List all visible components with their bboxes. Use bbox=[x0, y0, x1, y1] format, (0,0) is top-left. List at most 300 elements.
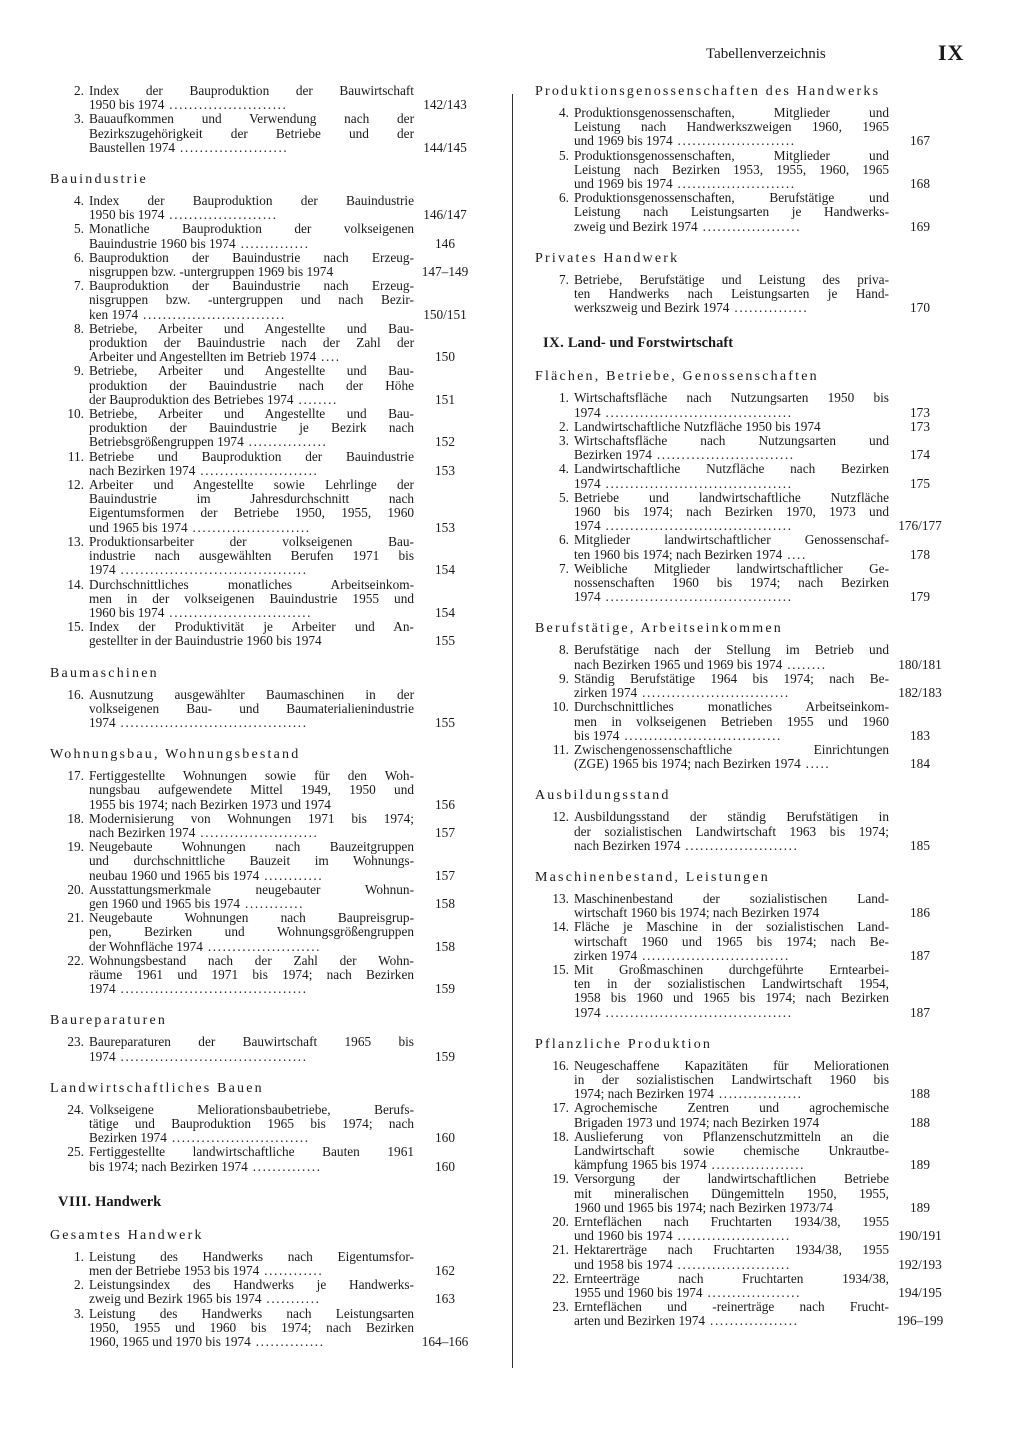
toc-entry[interactable] bbox=[48, 450, 476, 478]
toc-entry[interactable] bbox=[533, 562, 951, 605]
chapter-heading bbox=[543, 335, 951, 352]
entry-title bbox=[574, 672, 889, 700]
section-heading: Baureparaturen bbox=[50, 1013, 168, 1029]
toc-entry[interactable] bbox=[533, 963, 951, 1020]
entry-title bbox=[574, 1300, 889, 1328]
toc-entry[interactable] bbox=[533, 462, 951, 490]
entry-line: Brigaden 1973 und 1974; nach Bezirken 1974 bbox=[574, 1115, 820, 1130]
entry-title bbox=[89, 954, 414, 997]
leader-dots: .................... bbox=[697, 219, 802, 234]
leader-dots: ............ bbox=[259, 1264, 324, 1278]
entry-page-number: 192/193 bbox=[898, 1256, 942, 1272]
toc-entry[interactable] bbox=[48, 194, 476, 222]
leader-dots: ............ bbox=[240, 896, 305, 911]
leader-dots: ........................ bbox=[164, 98, 288, 113]
entry-number: 24. bbox=[67, 1101, 84, 1117]
entry-title bbox=[574, 434, 889, 462]
entry-number: 3. bbox=[74, 111, 84, 127]
leader-dots: ........ bbox=[293, 392, 338, 407]
entry-line: Leistung nach Handwerkszweigen 1960, 1965 bbox=[574, 120, 889, 135]
entry-line: und durchschnittliche Bauzeit im Wohnungs- bbox=[89, 854, 414, 869]
entry-line: gestellter in der Bauindustrie 1960 bis 1974 bbox=[89, 634, 322, 649]
entry-line: Neugebaute Wohnungen nach Bauzeitgruppen bbox=[89, 840, 414, 855]
entry-line: Mitglieder landwirtschaftlicher Genossenschaf- bbox=[574, 533, 889, 548]
entry-title bbox=[89, 1035, 414, 1063]
leader-dots: ...................................... bbox=[600, 1005, 793, 1020]
entry-page-number: 170 bbox=[910, 300, 930, 316]
entry-title bbox=[574, 892, 889, 920]
entry-number: 1. bbox=[74, 1248, 84, 1264]
entry-number: 13. bbox=[552, 890, 569, 906]
column-divider bbox=[512, 94, 513, 1368]
entry-number: 16. bbox=[67, 686, 84, 702]
section-heading: Flächen, Betriebe, Genossenschaften bbox=[535, 369, 819, 385]
toc-entry[interactable] bbox=[533, 191, 951, 234]
entry-line: neubau 1960 und 1965 bis 1974 ............ bbox=[89, 868, 324, 883]
entry-line: mit mineralischen Düngemitteln 1950, 1955, bbox=[574, 1186, 889, 1201]
chapter-title: Handwerk bbox=[91, 1193, 162, 1210]
entry-page-number: 154 bbox=[435, 604, 455, 620]
entry-page-number: 180/181 bbox=[898, 656, 942, 672]
running-title: Tabellenverzeichnis bbox=[706, 46, 826, 62]
toc-entry[interactable] bbox=[533, 892, 951, 920]
entry-page-number: 146 bbox=[435, 235, 455, 251]
leader-dots: ............................ bbox=[166, 1131, 310, 1146]
leader-dots: ........................ bbox=[195, 463, 319, 478]
entry-title bbox=[574, 462, 889, 490]
entry-line: ten Handwerks nach Leistungsarten je Hand- bbox=[574, 287, 889, 302]
entry-number: 5. bbox=[74, 221, 84, 237]
right-column bbox=[533, 84, 951, 1329]
entry-number: 7. bbox=[559, 560, 569, 576]
toc-entry[interactable] bbox=[48, 478, 476, 535]
entry-line: arten und Bezirken 1974 .................. bbox=[574, 1314, 799, 1329]
entry-line: und 1965 bis 1974 ........................ bbox=[89, 520, 311, 535]
toc-entry[interactable] bbox=[48, 911, 476, 954]
entry-number: 9. bbox=[559, 670, 569, 686]
entry-title bbox=[89, 1278, 414, 1306]
page-number: IX bbox=[938, 40, 965, 65]
entry-line: ten 1960 bis 1974; nach Bezirken 1974 .... bbox=[574, 547, 807, 562]
entry-line: Produktionsarbeiter der volkseigenen Bau- bbox=[89, 534, 414, 549]
entry-line: Betriebe, Arbeiter und Angestellte und Bau- bbox=[89, 321, 414, 336]
entry-line: ken 1974 ............................. bbox=[89, 307, 286, 322]
entry-line: nossenschaften 1960 bis 1974; nach Bezirken bbox=[574, 576, 889, 591]
entry-number: 8. bbox=[559, 642, 569, 658]
entry-line: 1974 ...................................... bbox=[574, 405, 793, 420]
toc-entry[interactable] bbox=[48, 279, 476, 322]
entry-title bbox=[574, 1130, 889, 1173]
entry-line: und 1958 bis 1974 ....................... bbox=[574, 1257, 791, 1272]
leader-dots: ...................................... bbox=[600, 519, 793, 534]
entry-line: zweig und Bezirk 1974 .................... bbox=[574, 219, 802, 234]
entry-line: Baureparaturen der Bauwirtschaft 1965 bis bbox=[89, 1035, 414, 1050]
entry-line: Ausstattungsmerkmale neugebauter Wohnun- bbox=[89, 882, 414, 897]
entry-page-number: 182/183 bbox=[898, 685, 942, 701]
entry-line: pen, Bezirken und Wohnungsgrößengruppen bbox=[89, 925, 414, 940]
entry-page-number: 189 bbox=[910, 1199, 930, 1215]
entry-line: Arbeiter und Angestellte sowie Lehrlinge der bbox=[89, 478, 414, 493]
entry-line: tätige und Bauproduktion 1965 bis 1974; nach bbox=[89, 1116, 414, 1131]
toc-entry[interactable] bbox=[533, 106, 951, 149]
entry-title bbox=[574, 810, 889, 853]
left-column bbox=[48, 84, 476, 1349]
entry-title bbox=[89, 883, 414, 911]
section-heading: Privates Handwerk bbox=[535, 250, 680, 266]
leader-dots: .............. bbox=[235, 236, 310, 251]
toc-entry[interactable] bbox=[533, 1300, 951, 1328]
toc-entry[interactable] bbox=[533, 700, 951, 743]
toc-entry[interactable] bbox=[48, 535, 476, 578]
entry-title bbox=[574, 920, 889, 963]
entry-line: 1974 ...................................... bbox=[89, 1049, 308, 1064]
toc-entry[interactable] bbox=[533, 273, 951, 316]
entry-page-number: 155 bbox=[435, 633, 455, 649]
entry-line: Modernisierung von Wohnungen 1971 bis 1974; bbox=[89, 811, 414, 826]
section-heading: Berufstätige, Arbeitseinkommen bbox=[535, 621, 783, 637]
entry-line: zirken 1974 .............................. bbox=[574, 686, 790, 701]
toc-entry[interactable] bbox=[48, 251, 476, 279]
leader-dots: ........................ bbox=[672, 134, 796, 149]
leader-dots: ...................................... bbox=[600, 476, 793, 491]
entry-number: 19. bbox=[67, 839, 84, 855]
entry-number: 8. bbox=[74, 320, 84, 336]
entry-line: Weibliche Mitglieder landwirtschaftlicher Ge- bbox=[574, 561, 889, 576]
entry-page-number: 164–166 bbox=[421, 1334, 469, 1350]
entry-number: 9. bbox=[74, 363, 84, 379]
entry-line: Index der Produktivität je Arbeiter und An- bbox=[89, 620, 414, 635]
entry-page-number: 187 bbox=[910, 947, 930, 963]
leader-dots: ....................... bbox=[202, 939, 322, 954]
toc-entry[interactable] bbox=[533, 1215, 951, 1243]
toc-entry[interactable] bbox=[533, 743, 951, 771]
entry-line: Leistung nach Leistungsarten je Handwerks- bbox=[574, 205, 889, 220]
entry-line: der Wohnfläche 1974 ....................... bbox=[89, 939, 322, 954]
leader-dots: ............................. bbox=[164, 605, 313, 620]
section-heading: Gesamtes Handwerk bbox=[50, 1227, 204, 1243]
entry-number: 10. bbox=[552, 699, 569, 715]
entry-line: Bauproduktion der Bauindustrie nach Erzeug- bbox=[89, 250, 414, 265]
entry-title bbox=[574, 1272, 889, 1300]
entry-line: 1974 ...................................... bbox=[574, 1005, 793, 1020]
toc-entry[interactable] bbox=[533, 149, 951, 192]
entry-page-number: 154 bbox=[435, 562, 455, 578]
entry-page-number: 188 bbox=[910, 1114, 930, 1130]
entry-line: 1974 ...................................... bbox=[574, 519, 793, 534]
section-heading: Produktionsgenossenschaften des Handwerks bbox=[535, 84, 881, 99]
entry-number: 7. bbox=[559, 271, 569, 287]
entry-line: Eigentumsformen der Betriebe 1950, 1955, 1960 bbox=[89, 506, 414, 521]
toc-entry[interactable] bbox=[533, 1272, 951, 1300]
entry-page-number: 146/147 bbox=[423, 207, 467, 223]
section-heading: Maschinenbestand, Leistungen bbox=[535, 869, 771, 885]
entry-page-number: 157 bbox=[435, 824, 455, 840]
leader-dots: ....................... bbox=[680, 838, 799, 853]
chapter-title: Land- und Forstwirtschaft bbox=[564, 335, 734, 352]
entry-title bbox=[89, 279, 414, 322]
entry-line: 1974 ...................................... bbox=[574, 590, 793, 605]
toc-entry[interactable] bbox=[533, 1243, 951, 1271]
entry-number: 4. bbox=[559, 461, 569, 477]
entry-number: 17. bbox=[552, 1100, 569, 1116]
entry-number: 4. bbox=[559, 105, 569, 120]
entry-line: 1960 bis 1974 ............................. bbox=[89, 605, 313, 620]
entry-line: Mit Großmaschinen durchgeführte Erntearbei- bbox=[574, 962, 889, 977]
leader-dots: ...................................... bbox=[600, 590, 793, 605]
entry-line: Betriebe, Arbeiter und Angestellte und Bau- bbox=[89, 407, 414, 422]
entry-line: ten in der sozialistischen Landwirtschaft 1954, bbox=[574, 977, 889, 992]
entry-line: nungsbau aufgewendete Mittel 1949, 1950 und bbox=[89, 783, 414, 798]
section-heading: Landwirtschaftliches Bauen bbox=[50, 1080, 264, 1096]
entry-line: nach Bezirken 1974 ....................... bbox=[574, 838, 799, 853]
toc-entry[interactable] bbox=[533, 643, 951, 671]
chapter-heading bbox=[58, 1194, 476, 1211]
entry-line: bis 1974; nach Bezirken 1974 .............. bbox=[89, 1159, 322, 1174]
entry-line: 1974 ...................................... bbox=[89, 715, 308, 730]
entry-line: Produktionsgenossenschaften, Berufstätige und bbox=[574, 191, 889, 206]
entry-title bbox=[574, 1215, 889, 1243]
entry-title bbox=[574, 1172, 889, 1215]
entry-page-number: 153 bbox=[435, 462, 455, 478]
leader-dots: ............ bbox=[259, 868, 324, 883]
leader-dots: .............................. bbox=[637, 686, 790, 701]
entry-line: Leistung des Handwerks nach Eigentumsfor- bbox=[89, 1249, 414, 1264]
entry-title bbox=[89, 1307, 414, 1350]
entry-line: Fertiggestellte Wohnungen sowie für den Woh- bbox=[89, 769, 414, 784]
page-header bbox=[0, 40, 1024, 70]
toc-entry[interactable] bbox=[533, 434, 951, 462]
entry-page-number: 184 bbox=[910, 756, 930, 772]
entry-title bbox=[574, 149, 889, 192]
entry-line: Fertiggestellte landwirtschaftliche Bauten 1961 bbox=[89, 1145, 414, 1160]
entry-line: Volkseigene Meliorationsbaubetriebe, Berufs- bbox=[89, 1102, 414, 1117]
entry-line: Neugebaute Wohnungen nach Baupreisgrup- bbox=[89, 911, 414, 926]
leader-dots: ............... bbox=[729, 301, 809, 316]
entry-page-number: 150 bbox=[435, 349, 455, 365]
toc-entry[interactable] bbox=[533, 1130, 951, 1173]
entry-page-number: 158 bbox=[435, 895, 455, 911]
leader-dots: ........................ bbox=[672, 177, 796, 192]
entry-title bbox=[574, 1101, 889, 1129]
toc-entry[interactable] bbox=[533, 1172, 951, 1215]
chapter-numeral: IX. bbox=[543, 335, 565, 352]
entry-line: produktion der Bauindustrie nach der Zahl der bbox=[89, 336, 414, 351]
entry-line: Hektarerträge nach Fruchtarten 1934/38, 1955 bbox=[574, 1243, 889, 1258]
entry-page-number: 186 bbox=[910, 905, 930, 921]
entry-number: 2. bbox=[74, 83, 84, 98]
entry-line: und 1969 bis 1974 ........................ bbox=[574, 134, 796, 149]
entry-line: 1960, 1965 und 1970 bis 1974 .............. bbox=[89, 1335, 325, 1350]
entry-page-number: 173 bbox=[910, 418, 930, 434]
leader-dots: ................ bbox=[243, 435, 328, 450]
entry-page-number: 163 bbox=[435, 1291, 455, 1307]
entry-line: Ernteflächen nach Fruchtarten 1934/38, 1955 bbox=[574, 1214, 889, 1229]
toc-entry[interactable] bbox=[48, 1103, 476, 1146]
entry-number: 25. bbox=[67, 1144, 84, 1160]
entry-title bbox=[574, 1243, 889, 1271]
entry-number: 21. bbox=[552, 1242, 569, 1258]
entry-page-number: 189 bbox=[910, 1157, 930, 1173]
leader-dots: ................... bbox=[706, 1158, 806, 1173]
toc-entry[interactable] bbox=[533, 1101, 951, 1129]
entry-title bbox=[89, 1103, 414, 1146]
entry-page-number: 151 bbox=[435, 391, 455, 407]
entry-title bbox=[89, 812, 414, 840]
entry-line: Ständig Berufstätige 1964 bis 1974; nach Be- bbox=[574, 671, 889, 686]
entry-line: 1974 ...................................... bbox=[89, 982, 308, 997]
entry-title bbox=[89, 251, 414, 279]
section-heading: Wohnungsbau, Wohnungsbestand bbox=[50, 747, 301, 763]
entry-line: Index der Bauproduktion der Bauwirtschaft bbox=[89, 84, 414, 98]
entry-line: Zwischengenossenschaftliche Einrichtungen bbox=[574, 742, 889, 757]
toc-entry[interactable] bbox=[48, 620, 476, 648]
entry-line: Monatliche Bauproduktion der volkseigenen bbox=[89, 222, 414, 237]
entry-title bbox=[89, 840, 414, 883]
entry-line: Bezirkszugehörigkeit der Betriebe und der bbox=[89, 126, 414, 141]
entry-line: Baustellen 1974 ...................... bbox=[89, 140, 289, 155]
entry-title bbox=[574, 391, 889, 419]
entry-line: (ZGE) 1965 bis 1974; nach Bezirken 1974 ..... bbox=[574, 757, 831, 772]
entry-line: 1974 ...................................... bbox=[89, 563, 308, 578]
entry-number: 5. bbox=[559, 147, 569, 163]
entry-line: Betriebe, Berufstätige und Leistung des priva- bbox=[574, 272, 889, 287]
entry-number: 18. bbox=[552, 1128, 569, 1144]
toc-entry[interactable] bbox=[533, 391, 951, 419]
entry-page-number: 185 bbox=[910, 837, 930, 853]
entry-line: Versorgung der landwirtschaftlichen Betriebe bbox=[574, 1172, 889, 1187]
entry-number: 6. bbox=[559, 190, 569, 206]
toc-entry[interactable] bbox=[533, 920, 951, 963]
toc-entry[interactable] bbox=[48, 840, 476, 883]
toc-entry[interactable] bbox=[48, 578, 476, 621]
toc-entry[interactable] bbox=[533, 420, 951, 434]
entry-line: Landwirtschaftliche Nutzfläche nach Bezirken bbox=[574, 462, 889, 477]
entry-page-number: 157 bbox=[435, 867, 455, 883]
entry-number: 13. bbox=[67, 533, 84, 549]
toc-entry[interactable] bbox=[48, 688, 476, 731]
entry-line: men der Betriebe 1953 bis 1974 ............ bbox=[89, 1264, 324, 1278]
toc-entry[interactable] bbox=[533, 491, 951, 534]
entry-page-number: 187 bbox=[910, 1004, 930, 1020]
entry-line: räume 1961 und 1971 bis 1974; nach Bezirken bbox=[89, 967, 414, 982]
entry-page-number: 152 bbox=[435, 434, 455, 450]
toc-entry[interactable] bbox=[533, 672, 951, 700]
toc-entry[interactable] bbox=[48, 883, 476, 911]
entry-line: nisgruppen bzw. -untergruppen und nach Bezir- bbox=[89, 293, 414, 308]
toc-entry[interactable] bbox=[48, 322, 476, 365]
entry-line: 1958 bis 1960 und 1965 bis 1974; nach Bezirken bbox=[574, 991, 889, 1006]
entry-line: 1974; nach Bezirken 1974 ................. bbox=[574, 1087, 803, 1102]
entry-line: 1950 bis 1974 ...................... bbox=[89, 208, 278, 223]
entry-line: und 1969 bis 1974 ........................ bbox=[574, 177, 796, 192]
entry-page-number: 160 bbox=[435, 1130, 455, 1146]
leader-dots: ..... bbox=[800, 757, 831, 772]
toc-entry[interactable] bbox=[48, 364, 476, 407]
entry-line: 1955 bis 1974; nach Bezirken 1973 und 1974 bbox=[89, 797, 331, 812]
entry-title bbox=[89, 578, 414, 621]
toc-entry[interactable] bbox=[48, 1278, 476, 1306]
entry-number: 16. bbox=[552, 1057, 569, 1073]
toc-entry[interactable] bbox=[533, 810, 951, 853]
entry-title bbox=[89, 620, 414, 648]
entry-line: 1960 bis 1974; nach Bezirken 1970, 1973 und bbox=[574, 505, 889, 520]
toc-entry[interactable] bbox=[533, 533, 951, 561]
entry-number: 11. bbox=[552, 741, 569, 757]
entry-number: 23. bbox=[67, 1034, 84, 1050]
entry-line: Produktionsgenossenschaften, Mitglieder und bbox=[574, 148, 889, 163]
entry-line: 1974 ...................................... bbox=[574, 476, 793, 491]
entry-number: 3. bbox=[559, 433, 569, 449]
entry-line: Berufstätige nach der Stellung im Betrieb und bbox=[574, 643, 889, 658]
toc-entry[interactable] bbox=[48, 1307, 476, 1350]
toc-entry[interactable] bbox=[48, 812, 476, 840]
leader-dots: .............. bbox=[247, 1159, 322, 1174]
entry-line: Wohnungsbestand nach der Zahl der Wohn- bbox=[89, 953, 414, 968]
toc-entry[interactable] bbox=[48, 954, 476, 997]
entry-line: wirtschaft 1960 bis 1974; nach Bezirken 1974 bbox=[574, 906, 820, 921]
entry-line: Produktionsgenossenschaften, Mitglieder und bbox=[574, 106, 889, 120]
entry-page-number: 169 bbox=[910, 218, 930, 234]
entry-number: 14. bbox=[67, 576, 84, 592]
entry-line: und 1960 bis 1974 ....................... bbox=[574, 1229, 791, 1244]
entry-title bbox=[89, 911, 414, 954]
entry-line: Betriebe und landwirtschaftliche Nutzfläche bbox=[574, 490, 889, 505]
entry-page-number: 168 bbox=[910, 176, 930, 192]
toc-entry[interactable] bbox=[48, 112, 476, 155]
entry-page-number: 188 bbox=[910, 1086, 930, 1102]
leader-dots: ....................... bbox=[672, 1257, 791, 1272]
toc-entry[interactable] bbox=[48, 1250, 476, 1278]
entry-line: Betriebe und Bauproduktion der Bauindustrie bbox=[89, 449, 414, 464]
toc-entry[interactable] bbox=[48, 84, 476, 112]
entry-line: der sozialistischen Landwirtschaft 1963 bis 1974; bbox=[574, 824, 889, 839]
entry-page-number: 196–199 bbox=[896, 1313, 944, 1329]
entry-number: 20. bbox=[552, 1213, 569, 1229]
section-heading: Baumaschinen bbox=[50, 665, 159, 681]
entry-line: 1950, 1955 und 1960 bis 1974; nach Bezirken bbox=[89, 1320, 414, 1335]
section-heading: Ausbildungsstand bbox=[535, 788, 671, 804]
entry-title bbox=[89, 769, 414, 812]
entry-line: nach Bezirken 1965 und 1969 bis 1974 ........ bbox=[574, 657, 827, 672]
toc-entry[interactable] bbox=[48, 407, 476, 450]
entry-line: Bauaufkommen und Verwendung nach der bbox=[89, 112, 414, 127]
toc-entry[interactable] bbox=[533, 1059, 951, 1102]
entry-line: zirken 1974 .............................. bbox=[574, 948, 790, 963]
entry-page-number: 159 bbox=[435, 981, 455, 997]
entry-number: 17. bbox=[67, 768, 84, 784]
entry-page-number: 155 bbox=[435, 714, 455, 730]
entry-line: industrie nach ausgewählten Berufen 1971 bis bbox=[89, 549, 414, 564]
entry-title bbox=[89, 194, 414, 222]
toc-entry[interactable] bbox=[48, 1145, 476, 1173]
entry-number: 20. bbox=[67, 881, 84, 897]
leader-dots: ........... bbox=[261, 1292, 321, 1307]
leader-dots: ...................................... bbox=[115, 982, 308, 997]
entry-line: kämpfung 1965 bis 1974 ................... bbox=[574, 1158, 806, 1173]
entry-title bbox=[574, 1059, 889, 1102]
entry-page-number: 162 bbox=[435, 1263, 455, 1278]
entry-page-number: 153 bbox=[435, 519, 455, 535]
toc-entry[interactable] bbox=[48, 222, 476, 250]
entry-line: Landwirtschaftliche Nutzfläche 1950 bis 1974 bbox=[574, 419, 821, 434]
leader-dots: .... bbox=[316, 350, 341, 365]
toc-entry[interactable] bbox=[48, 769, 476, 812]
entry-line: werkszweig und Bezirk 1974 ............... bbox=[574, 301, 809, 316]
entry-line: Ausbildungsstand der ständig Berufstätigen in bbox=[574, 810, 889, 825]
toc-entry[interactable] bbox=[48, 1035, 476, 1063]
entry-number: 2. bbox=[559, 418, 569, 434]
entry-line: Wirtschaftsfläche nach Nutzungsarten 1950 bis bbox=[574, 391, 889, 406]
